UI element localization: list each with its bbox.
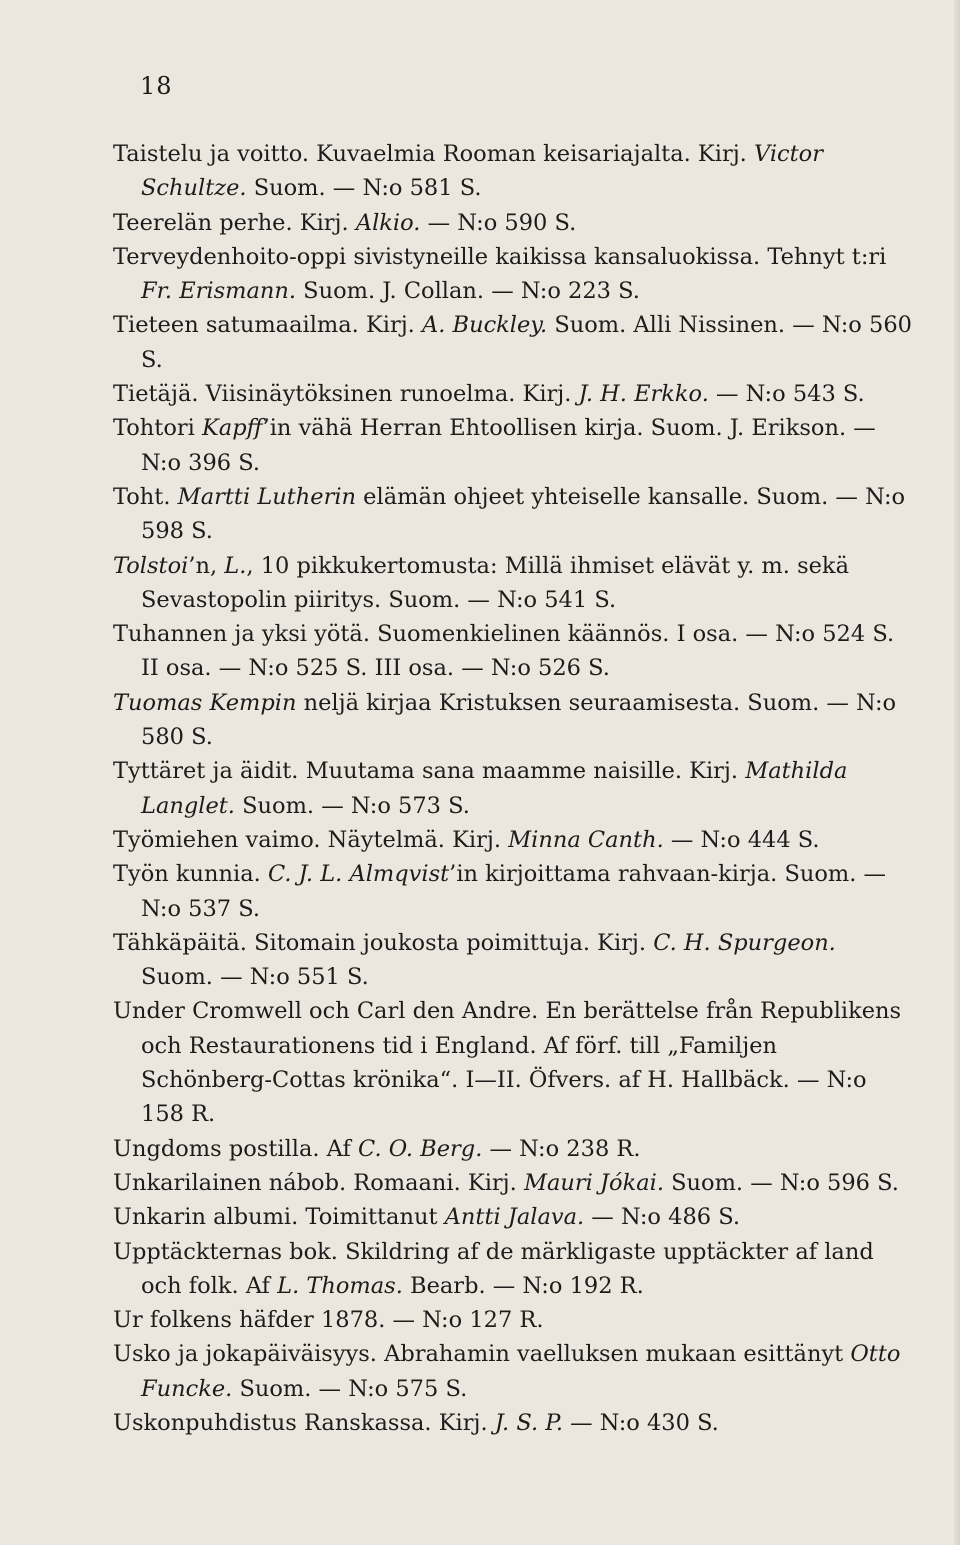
entry-author-italic: Tolstoi — [113, 552, 189, 579]
catalog-entry — [113, 1337, 913, 1406]
page-number: 18 — [140, 72, 173, 100]
entry-author-italic: C. O. Berg. — [358, 1135, 483, 1162]
entry-author-italic: Alkio. — [355, 209, 421, 236]
entry-text: Työmiehen vaimo. Näytelmä. Kirj. — [113, 826, 509, 853]
entry-author-italic: J. H. Erkko. — [578, 381, 709, 408]
entry-text: Tuhannen ja yksi yötä. Suomenkielinen käännös. I osa. — N:o 524 S. II osa. — N:o 525 S. III osa. — N:o 526 S. — [113, 621, 895, 682]
entry-text: ’n, — [188, 552, 225, 579]
entry-text: — N:o 543 S. — [708, 381, 865, 408]
entry-text: Suom. — N:o 596 S. — [663, 1169, 899, 1196]
entry-text: — N:o 430 S. — [563, 1409, 719, 1436]
entry-text: Suom. — N:o 551 S. — [141, 964, 369, 991]
entry-author-italic: Kapff — [202, 415, 263, 442]
entry-text: — N:o 444 S. — [663, 826, 820, 853]
catalog-entry — [113, 1303, 913, 1337]
entry-author-italic: Antti Jalava. — [444, 1204, 585, 1231]
entry-text: Tietäjä. Viisinäytöksinen runoelma. Kirj. — [113, 381, 579, 408]
catalog-entry — [113, 1406, 913, 1440]
catalog-entry — [113, 823, 913, 857]
entry-text: neljä kirjaa Kristuksen seuraamisesta. Suom. — N:o 580 S. — [141, 689, 897, 751]
catalog-entry — [113, 1200, 913, 1234]
entry-text: Suom. — N:o 573 S. — [234, 792, 470, 819]
entry-author-italic: Martti Lutherin — [177, 483, 357, 510]
entry-text: Teerelän perhe. Kirj. — [113, 209, 356, 236]
entry-author-italic: L. Thomas. — [277, 1272, 403, 1299]
entry-author-italic: L. — [224, 552, 247, 579]
entry-author-italic: Tuomas Kempin — [113, 689, 297, 716]
entry-text: Tohtori — [113, 415, 202, 442]
entry-text: Upptäckternas bok. Skildring af de märkligaste upptäckter af land och folk. Af — [113, 1238, 874, 1299]
entry-author-italic: Mauri Jókai. — [523, 1169, 664, 1196]
entry-text: Uskonpuhdistus Ranskassa. Kirj. — [113, 1409, 495, 1436]
catalog-entry — [113, 1235, 913, 1304]
catalog-entry — [113, 377, 913, 411]
catalog-entry — [113, 994, 913, 1131]
entry-author-italic: C. J. L. Almqvist — [267, 861, 450, 888]
catalog-entry — [113, 137, 913, 206]
catalog-entry — [113, 240, 913, 309]
entry-text: elämän ohjeet yhteiselle kansalle. Suom. — N:o 598 S. — [141, 483, 906, 545]
entry-text: Suom. J. Collan. — N:o 223 S. — [296, 278, 640, 305]
entry-text: — N:o 486 S. — [584, 1204, 740, 1231]
entry-text: — N:o 238 R. — [482, 1135, 641, 1162]
entry-author-italic: Fr. Erismann. — [141, 278, 297, 305]
catalog-entry — [113, 926, 913, 995]
entry-text: Under Cromwell och Carl den Andre. En berättelse från Republikens och Restaurationens tid i England. Af förf. till „Familjen Schönberg-Cottas krönika“. I—II. Öfvers. af H. Hallbäck. — N:o 158 R. — [113, 998, 902, 1128]
entry-text: — N:o 590 S. — [420, 209, 577, 236]
entry-text: ’in kirjoittama rahvaan-kirja. Suom. — N:o 537 S. — [141, 861, 887, 922]
entry-text: Ungdoms postilla. Af — [113, 1135, 359, 1162]
entry-text: ’in vähä Herran Ehtoollisen kirja. Suom. J. Erikson. — N:o 396 S. — [141, 415, 876, 476]
entry-text: Ur folkens häfder 1878. — N:o 127 R. — [113, 1307, 544, 1334]
catalog-entry — [113, 754, 913, 823]
entry-text: Terveydenhoito-oppi sivistyneille kaikissa kansaluokissa. Tehnyt t:ri — [113, 243, 887, 270]
catalog-entry — [113, 686, 913, 755]
entry-text: Suom. — N:o 581 S. — [246, 175, 482, 202]
entry-author-italic: Minna Canth. — [508, 826, 664, 853]
entry-author-italic: J. S. P. — [494, 1409, 563, 1436]
catalog-entry — [113, 1166, 913, 1200]
catalog-entry — [113, 617, 913, 686]
catalog-entry — [113, 1132, 913, 1166]
catalog-entry — [113, 480, 913, 549]
entry-text: Suom. — N:o 575 S. — [232, 1375, 468, 1402]
entry-text: Tieteen satumaailma. Kirj. — [113, 312, 422, 339]
entry-text: Tyttäret ja äidit. Muutama sana maamme naisille. Kirj. — [113, 758, 746, 785]
entry-text: Tähkäpäitä. Sitomain joukosta poimittuja. Kirj. — [113, 929, 654, 956]
catalog-entry — [113, 549, 913, 618]
entry-text: Unkarilainen nábob. Romaani. Kirj. — [113, 1169, 524, 1196]
entry-text: Bearb. — N:o 192 R. — [402, 1272, 644, 1299]
page-edge — [954, 0, 960, 1545]
entry-text: , 10 pikkukertomusta: Millä ihmiset elävät y. m. sekä Sevastopolin piiritys. Suom. — N:o 541 S. — [141, 552, 849, 613]
catalog-entry — [113, 411, 913, 480]
entry-text: Usko ja jokapäiväisyys. Abrahamin vaelluksen mukaan esittänyt — [113, 1341, 851, 1368]
entry-author-italic: A. Buckley. — [421, 312, 548, 339]
entry-author-italic: Mathilda Langlet. — [141, 758, 848, 819]
entry-author-italic: Victor Schultze. — [141, 141, 823, 202]
entry-text: Unkarin albumi. Toimittanut — [113, 1204, 445, 1231]
entry-text: Taistelu ja voitto. Kuvaelmia Rooman keisariajalta. Kirj. — [113, 141, 754, 167]
entry-text: Toht. — [113, 483, 178, 510]
entry-author-italic: Otto Funcke. — [141, 1341, 901, 1402]
catalog-entry-list — [113, 137, 913, 1440]
entry-text: Suom. Alli Nissinen. — N:o 560 S. — [141, 312, 912, 373]
catalog-entry — [113, 308, 913, 377]
catalog-entry — [113, 857, 913, 926]
entry-author-italic: C. H. Spurgeon. — [653, 929, 836, 956]
catalog-entry — [113, 206, 913, 240]
entry-text: Työn kunnia. — [113, 861, 268, 888]
